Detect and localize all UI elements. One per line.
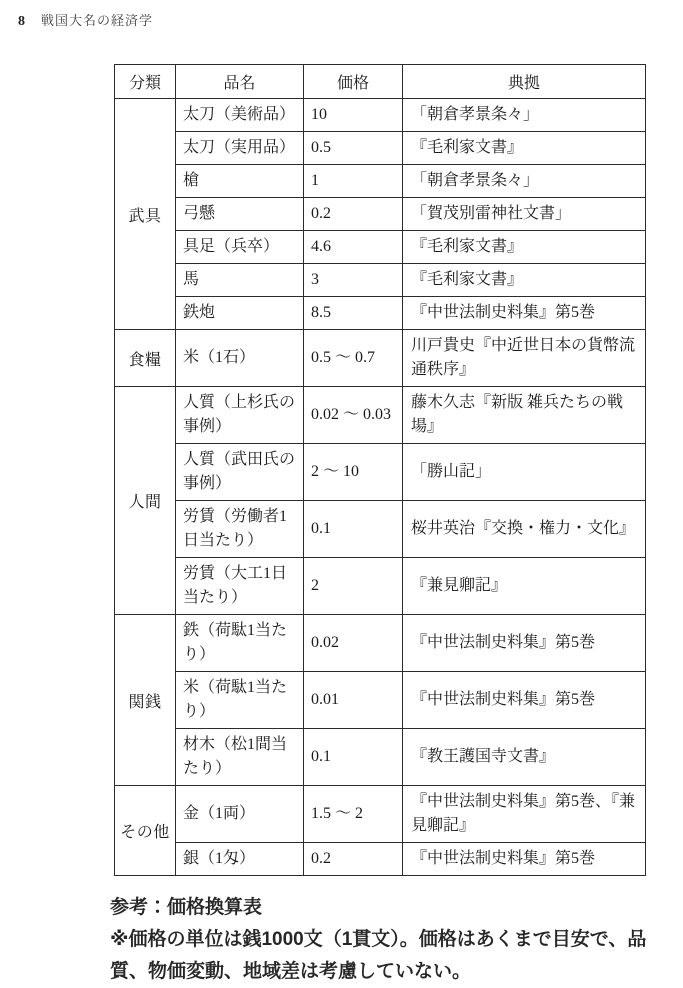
source-cell: 川戸貴史『中近世日本の貨幣流通秩序』 xyxy=(403,330,646,387)
item-cell: 具足（兵卒） xyxy=(176,231,304,264)
price-cell: 8.5 xyxy=(304,297,403,330)
source-cell: 『中世法制史料集』第5巻 xyxy=(403,297,646,330)
footnote-caption: 参考：価格換算表 xyxy=(110,897,263,918)
item-cell: 金（1両） xyxy=(176,786,304,843)
table-row xyxy=(115,843,646,876)
page-header xyxy=(0,0,683,30)
table-row xyxy=(115,330,646,387)
item-cell: 太刀（実用品） xyxy=(176,132,304,165)
source-cell: 『毛利家文書』 xyxy=(403,264,646,297)
source-cell: 『毛利家文書』 xyxy=(403,132,646,165)
item-cell: 馬 xyxy=(176,264,304,297)
source-cell: 桜井英治『交換・権力・文化』 xyxy=(403,501,646,558)
column-header-item: 品名 xyxy=(176,65,304,99)
table-row xyxy=(115,558,646,615)
item-cell: 鉄炮 xyxy=(176,297,304,330)
table-row xyxy=(115,729,646,786)
item-cell: 労賃（労働者1日当たり） xyxy=(176,501,304,558)
column-header-category: 分類 xyxy=(115,65,176,99)
table-row xyxy=(115,672,646,729)
footnote-note: ※価格の単位は銭1000文（1貫文）。価格はあくまで目安で、品質、物価変動、地域差は考慮していない。 xyxy=(110,929,647,982)
item-cell: 人質（武田氏の事例） xyxy=(176,444,304,501)
price-cell: 3 xyxy=(304,264,403,297)
table-row xyxy=(115,165,646,198)
item-cell: 鉄（荷駄1当たり） xyxy=(176,615,304,672)
source-cell: 「勝山記」 xyxy=(403,444,646,501)
table-row xyxy=(115,615,646,672)
table-row xyxy=(115,132,646,165)
category-cell: 人間 xyxy=(115,387,176,615)
source-cell: 『毛利家文書』 xyxy=(403,231,646,264)
item-cell: 米（1石） xyxy=(176,330,304,387)
price-cell: 0.02 〜 0.03 xyxy=(304,387,403,444)
table-row xyxy=(115,231,646,264)
category-cell: その他 xyxy=(115,786,176,876)
category-cell: 食糧 xyxy=(115,330,176,387)
running-head-title: 戦国大名の経済学 xyxy=(41,13,154,28)
table-row xyxy=(115,786,646,843)
source-cell: 「朝倉孝景条々」 xyxy=(403,165,646,198)
source-cell: 『中世法制史料集』第5巻 xyxy=(403,672,646,729)
price-cell: 0.2 xyxy=(304,843,403,876)
source-cell: 藤木久志『新版 雑兵たちの戦場』 xyxy=(403,387,646,444)
price-cell: 0.5 〜 0.7 xyxy=(304,330,403,387)
table-row xyxy=(115,501,646,558)
price-cell: 10 xyxy=(304,99,403,132)
table-row xyxy=(115,297,646,330)
price-cell: 0.2 xyxy=(304,198,403,231)
table-header-row xyxy=(115,65,646,99)
price-cell: 2 xyxy=(304,558,403,615)
category-cell: 武具 xyxy=(115,99,176,330)
source-cell: 「朝倉孝景条々」 xyxy=(403,99,646,132)
page-number: 8 xyxy=(18,14,25,29)
table-row xyxy=(115,198,646,231)
item-cell: 槍 xyxy=(176,165,304,198)
column-header-source: 典拠 xyxy=(403,65,646,99)
source-cell: 『中世法制史料集』第5巻、『兼見卿記』 xyxy=(403,786,646,843)
price-table-body xyxy=(115,99,646,876)
item-cell: 銀（1匁） xyxy=(176,843,304,876)
price-cell: 2 〜 10 xyxy=(304,444,403,501)
table-row xyxy=(115,444,646,501)
table-row xyxy=(115,264,646,297)
source-cell: 『中世法制史料集』第5巻 xyxy=(403,843,646,876)
table-row xyxy=(115,99,646,132)
item-cell: 労賃（大工1日当たり） xyxy=(176,558,304,615)
source-cell: 『兼見卿記』 xyxy=(403,558,646,615)
source-cell: 「賀茂別雷神社文書」 xyxy=(403,198,646,231)
price-conversion-table xyxy=(114,64,646,876)
item-cell: 米（荷駄1当たり） xyxy=(176,672,304,729)
item-cell: 太刀（美術品） xyxy=(176,99,304,132)
price-cell: 1.5 〜 2 xyxy=(304,786,403,843)
price-cell: 1 xyxy=(304,165,403,198)
price-cell: 0.02 xyxy=(304,615,403,672)
price-cell: 4.6 xyxy=(304,231,403,264)
table-row xyxy=(115,387,646,444)
source-cell: 『中世法制史料集』第5巻 xyxy=(403,615,646,672)
item-cell: 人質（上杉氏の事例） xyxy=(176,387,304,444)
category-cell: 関銭 xyxy=(115,615,176,786)
item-cell: 材木（松1間当たり） xyxy=(176,729,304,786)
price-cell: 0.01 xyxy=(304,672,403,729)
price-cell: 0.5 xyxy=(304,132,403,165)
column-header-price: 価格 xyxy=(304,65,403,99)
price-cell: 0.1 xyxy=(304,729,403,786)
item-cell: 弓懸 xyxy=(176,198,304,231)
source-cell: 『教王護国寺文書』 xyxy=(403,729,646,786)
price-cell: 0.1 xyxy=(304,501,403,558)
footnote xyxy=(110,892,658,988)
